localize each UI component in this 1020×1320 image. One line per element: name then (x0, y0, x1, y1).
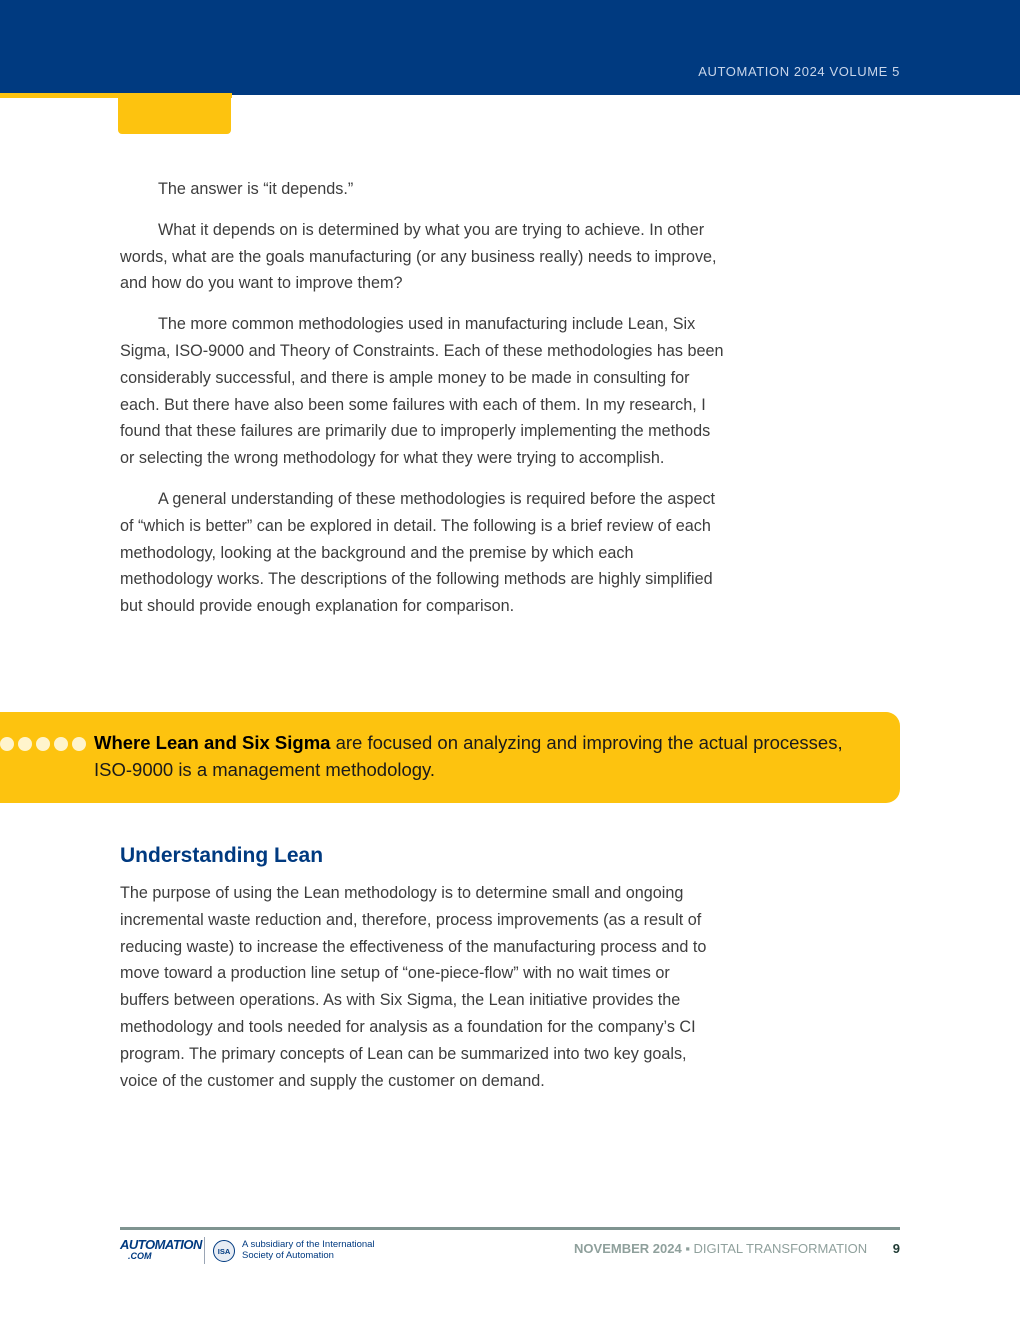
footer-rule (120, 1227, 900, 1230)
dot-icon (18, 737, 32, 751)
yellow-accent-tab (118, 93, 231, 134)
logo-wordmark: AUTOMATION (120, 1237, 202, 1252)
section-heading: Understanding Lean (120, 844, 324, 867)
paragraph: A general understanding of these methodologies is required before the aspect of “which is better” can be explored in detail. The following is a brief review of each methodology, looking at the background and the premise by which each methodology works. The descriptions of the following methods are highly simplified but should provide enough explanation for comparison. (120, 489, 716, 616)
automation-com-logo[interactable] (120, 1238, 202, 1264)
callout-dots (0, 737, 86, 751)
dot-icon (72, 737, 86, 751)
pull-quote-text (94, 729, 854, 783)
body-text (120, 176, 725, 634)
isa-subsidiary-text: A subsidiary of the International Society of Automation (242, 1239, 375, 1261)
footer-separator: ▪ (685, 1241, 690, 1256)
dot-icon (0, 737, 14, 751)
section-body: The purpose of using the Lean methodology is to determine small and ongoing incremental waste reduction and, therefore, process improvements (as a result of reducing waste) to increase the effectiveness of the manufacturing process and to move toward a production line setup of “one-piece-flow” with no wait times or buffers between operations. As with Six Sigma, the Lean initiative provides the methodology and tools needed for analysis as a foundation for the company’s CI program. The primary concepts of Lean can be summarized into two key goals, voice of the customer and supply the customer on demand. (120, 884, 707, 1090)
paragraph: What it depends on is determined by what you are trying to achieve. In other words, what are the goals manufacturing (or any business really) needs to improve, and how do you want to improve them? (120, 220, 717, 293)
pull-quote-bold: Where Lean and Six Sigma (94, 732, 331, 753)
footer-section: DIGITAL TRANSFORMATION (693, 1241, 868, 1256)
isa-logo-icon: ISA (213, 1240, 235, 1262)
footer-date: NOVEMBER 2024 (574, 1241, 682, 1256)
publication-title: AUTOMATION 2024 VOLUME 5 (698, 64, 900, 79)
paragraph: The more common methodologies used in manufacturing include Lean, Six Sigma, ISO-9000 and Theory of Constraints. Each of these methodologies has been considerably successful, and there is ample money to be made in consulting for each. But there have also been some failures with each of them. In my research, I found that these failures are primarily due to improperly implementing the methods or selecting the wrong methodology for what they were trying to accomplish. (120, 315, 724, 468)
dot-icon (54, 737, 68, 751)
logo-suffix: .COM (128, 1251, 152, 1261)
page-number: 9 (892, 1241, 900, 1256)
footer-info (574, 1241, 900, 1256)
logo-divider (204, 1237, 205, 1264)
header-bar (0, 0, 1020, 95)
paragraph: The answer is “it depends.” (158, 180, 354, 198)
pull-quote-rest: are focused on analyzing and improving the actual processes, ISO-9000 is a management methodology. (94, 732, 843, 780)
dot-icon (36, 737, 50, 751)
